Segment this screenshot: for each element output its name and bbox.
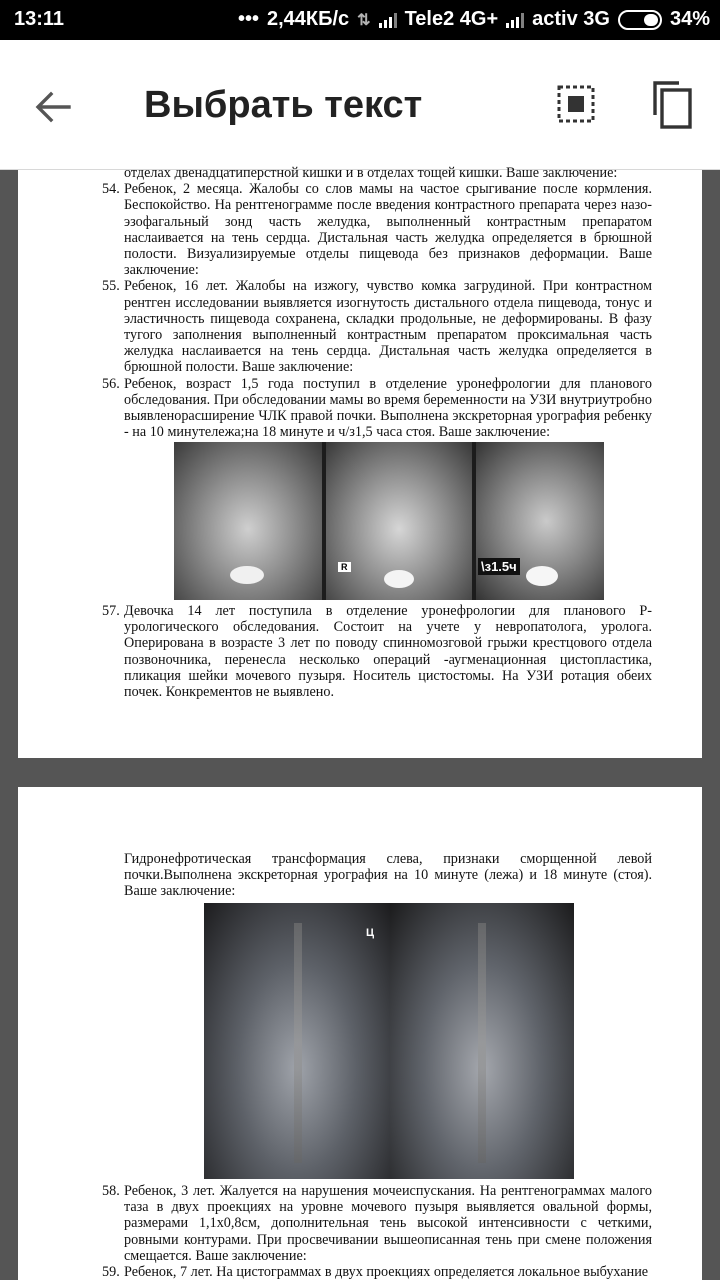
network-speed: 2,44КБ/с [266, 8, 350, 30]
page-title: Выбрать текст [144, 84, 423, 126]
list-item[interactable]: 57. Девочка 14 лет поступила в отделение уронефрологии для планового Р-урологического обследования. Состоит на учете у невропатолога, уролога. Оперирована в возрасте 3 лет по поводу спинномозговой грыжи крестцового отдела позвоночника, перенесла несколько операций -аугменационная цистопластика, пликация шейки мочевого пузыря. Носитель цистостомы. На УЗИ ротация обеих почек. Конкрементов не выявлено. [102, 603, 652, 701]
list-item[interactable]: 58. Ребенок, 3 лет. Жалуется на нарушения мочеиспускания. На рентгенограммах малого таза в двух проекциях на уровне мочевого пузыря выявляется овальной формы, размерами 1,1х0,8см, дополнительная тень высокой интенсивности с четкими, ровными контурами. При просвечивании вышеописанная тень при смене положения смещается. Ваше заключение: [102, 1183, 652, 1264]
carrier-2: activ 3G [532, 8, 610, 30]
data-transfer-icon: ⇅ [357, 11, 371, 29]
document-page-1 [18, 165, 702, 758]
carrier-1: Tele2 4G+ [404, 8, 499, 30]
page-1-text [18, 165, 702, 441]
page-1-lead[interactable]: отделах двенадцатиперстной кишки и в отделах тощей кишки. Ваше заключение: [124, 165, 618, 181]
page-2-lead[interactable]: Гидронефротическая трансформация слева, признаки сморщенной левой почки.Выполнена экскреторная урография на 10 минуте (лежа) и 18 минуте (стоя). Ваше заключение: [124, 851, 652, 900]
copy-button[interactable] [646, 78, 698, 130]
xray-time-marker: \з1.5ч [478, 558, 520, 575]
battery-icon [618, 10, 662, 30]
list-item[interactable]: 55. Ребенок, 16 лет. Жалобы на изжогу, чувство комка загрудиной. При контрастном рентген исследовании выявляется изогнутость дистального отдела пищевода, тонус и эластичность пищевода сохранена, складки продольные, не деформированы. В фазу тугого заполнения выполненный контрастным препаратом проксимальная часть желудка наслаивается на тень сердца. Дистальная часть желудка определяется в брюшной полости. Ваше заключение: [102, 278, 652, 376]
xray-image-urography [174, 442, 604, 600]
signal-icon-2 [506, 12, 524, 28]
notification-dots: ••• [237, 8, 259, 30]
xray-marker: Ц [366, 927, 375, 939]
page-2-text [18, 851, 702, 900]
battery-level: 34% [669, 8, 710, 30]
status-bar [0, 0, 720, 40]
back-button[interactable] [26, 80, 80, 134]
arrow-back-icon [35, 91, 71, 123]
document-page-2 [18, 787, 702, 1280]
list-item[interactable]: 54. Ребенок, 2 месяца. Жалобы со слов мамы на частое срыгивание после кормления. Беспокойство. На рентгенограмме после введения контрастного препарата через назо-эзофагальный зонд часть желудка, выполненный контрастным препаратом наслаивается на тень сердца. Дистальная часть желудка определяется в брюшной полости. Визуализируемые отделы пищевода без признаков деформации. Ваше заключение: [102, 181, 652, 279]
page-2-text-lower [18, 1183, 702, 1280]
xray-image-excretory-urography [204, 903, 574, 1179]
copy-icon [651, 79, 693, 129]
status-time: 13:11 [14, 8, 65, 30]
signal-icon [379, 12, 397, 28]
list-item[interactable]: 56. Ребенок, возраст 1,5 года поступил в отделение уронефрологии для планового обследования. При обследовании мамы во время беременности на УЗИ внутриутробно выявленорасширение ЧЛК правой почки. Выполнена экскреторная урография ребенку - на 10 минутележа;на 18 минуте и ч/з1,5 часа стоя. Ваше заключение: [102, 375, 652, 441]
status-indicators [238, 8, 710, 31]
list-item[interactable]: 59. Ребенок, 7 лет. На цистограммах в двух проекциях определяется локальное выбухание [102, 1264, 649, 1280]
page-1-text-lower [18, 603, 702, 700]
app-bar [0, 40, 720, 170]
select-all-icon [557, 85, 595, 123]
select-all-button[interactable] [552, 80, 600, 128]
xray-r-marker: R [338, 562, 351, 572]
